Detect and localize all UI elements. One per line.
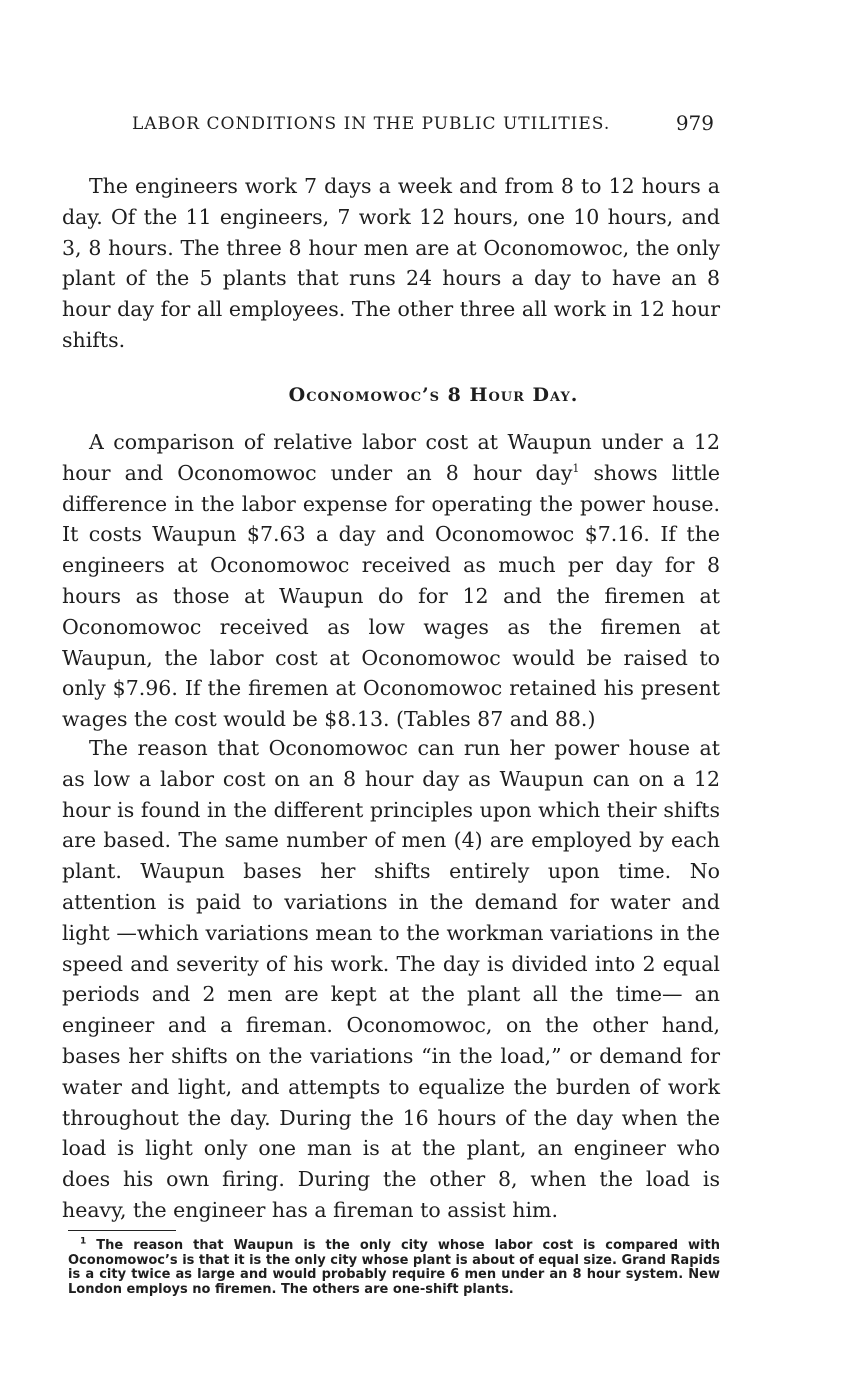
running-head	[132, 111, 714, 135]
paragraph-text-part: A comparison of relative labor cost at Waupun under a 12 hour and Oconomowoc under an 8 hour day	[62, 430, 720, 485]
paragraph-labor-cost-comparison	[62, 427, 720, 735]
footnote-marker: 1	[80, 1236, 87, 1247]
footnote	[68, 1236, 720, 1297]
paragraph-text-part: shows little difference in the labor expense for operating the power house. It costs Waupun $7.63 a day and Oconomowoc $7.16. If the engineers at Oconomowoc received as much per day for 8 hours as those at Waupun do for 12 and the firemen at Oconomowoc received as low wages as the firemen at Waupun, the labor cost at Oconomowoc would be raised to only $7.96. If the firemen at Oconomowoc retained his present wages the cost would be $8.13. (Tables 87 and 88.)	[62, 460, 720, 732]
running-title: LABOR CONDITIONS IN THE PUBLIC UTILITIES.	[132, 114, 611, 134]
footnote-reference: 1	[572, 461, 580, 475]
footnote-text: The reason that Waupun is the only city whose labor cost is compared with Oconomowoc’s is that it is the only city whose plant is about of equal size. Grand Rapids is a city twice as large and would probably require 6 men under an 8 hour system. New London employs no firemen. The others are one-shift plants.	[68, 1238, 720, 1297]
footnote-divider	[68, 1230, 176, 1231]
section-title: Oconomowoc’s 8 Hour Day.	[288, 384, 579, 406]
page-number: 979	[675, 111, 714, 135]
paragraph-engineers-hours: The engineers work 7 days a week and from 8 to 12 hours a day. Of the 11 engineers, 7 work 12 hours, one 10 hours, and 3, 8 hours. The three 8 hour men are at Oconomowoc, the only plant of the 5 plants that runs 24 hours a day to have an 8 hour day for all employees. The other three all work in 12 hour shifts.	[62, 174, 720, 352]
paragraph-shift-principles: The reason that Oconomowoc can run her power house at as low a labor cost on an 8 hour day as Waupun can on a 12 hour is found in the different principles upon which their shifts are based. The same number of men (4) are employed by each plant. Waupun bases her shifts entirely upon time. No attention is paid to variations in the demand for water and light —which variations mean to the workman variations in the speed and severity of his work. The day is divided into 2 equal periods and 2 men are kept at the plant all the time— an engineer and a fireman. Oconomowoc, on the other hand, bases her shifts on the variations “in the load,” or demand for water and light, and attempts to equalize the burden of work throughout the day. During the 16 hours of the day when the load is light only one man is at the plant, an engineer who does his own firing. During the other 8, when the load is heavy, the engineer has a fireman to assist him.	[62, 736, 720, 1222]
